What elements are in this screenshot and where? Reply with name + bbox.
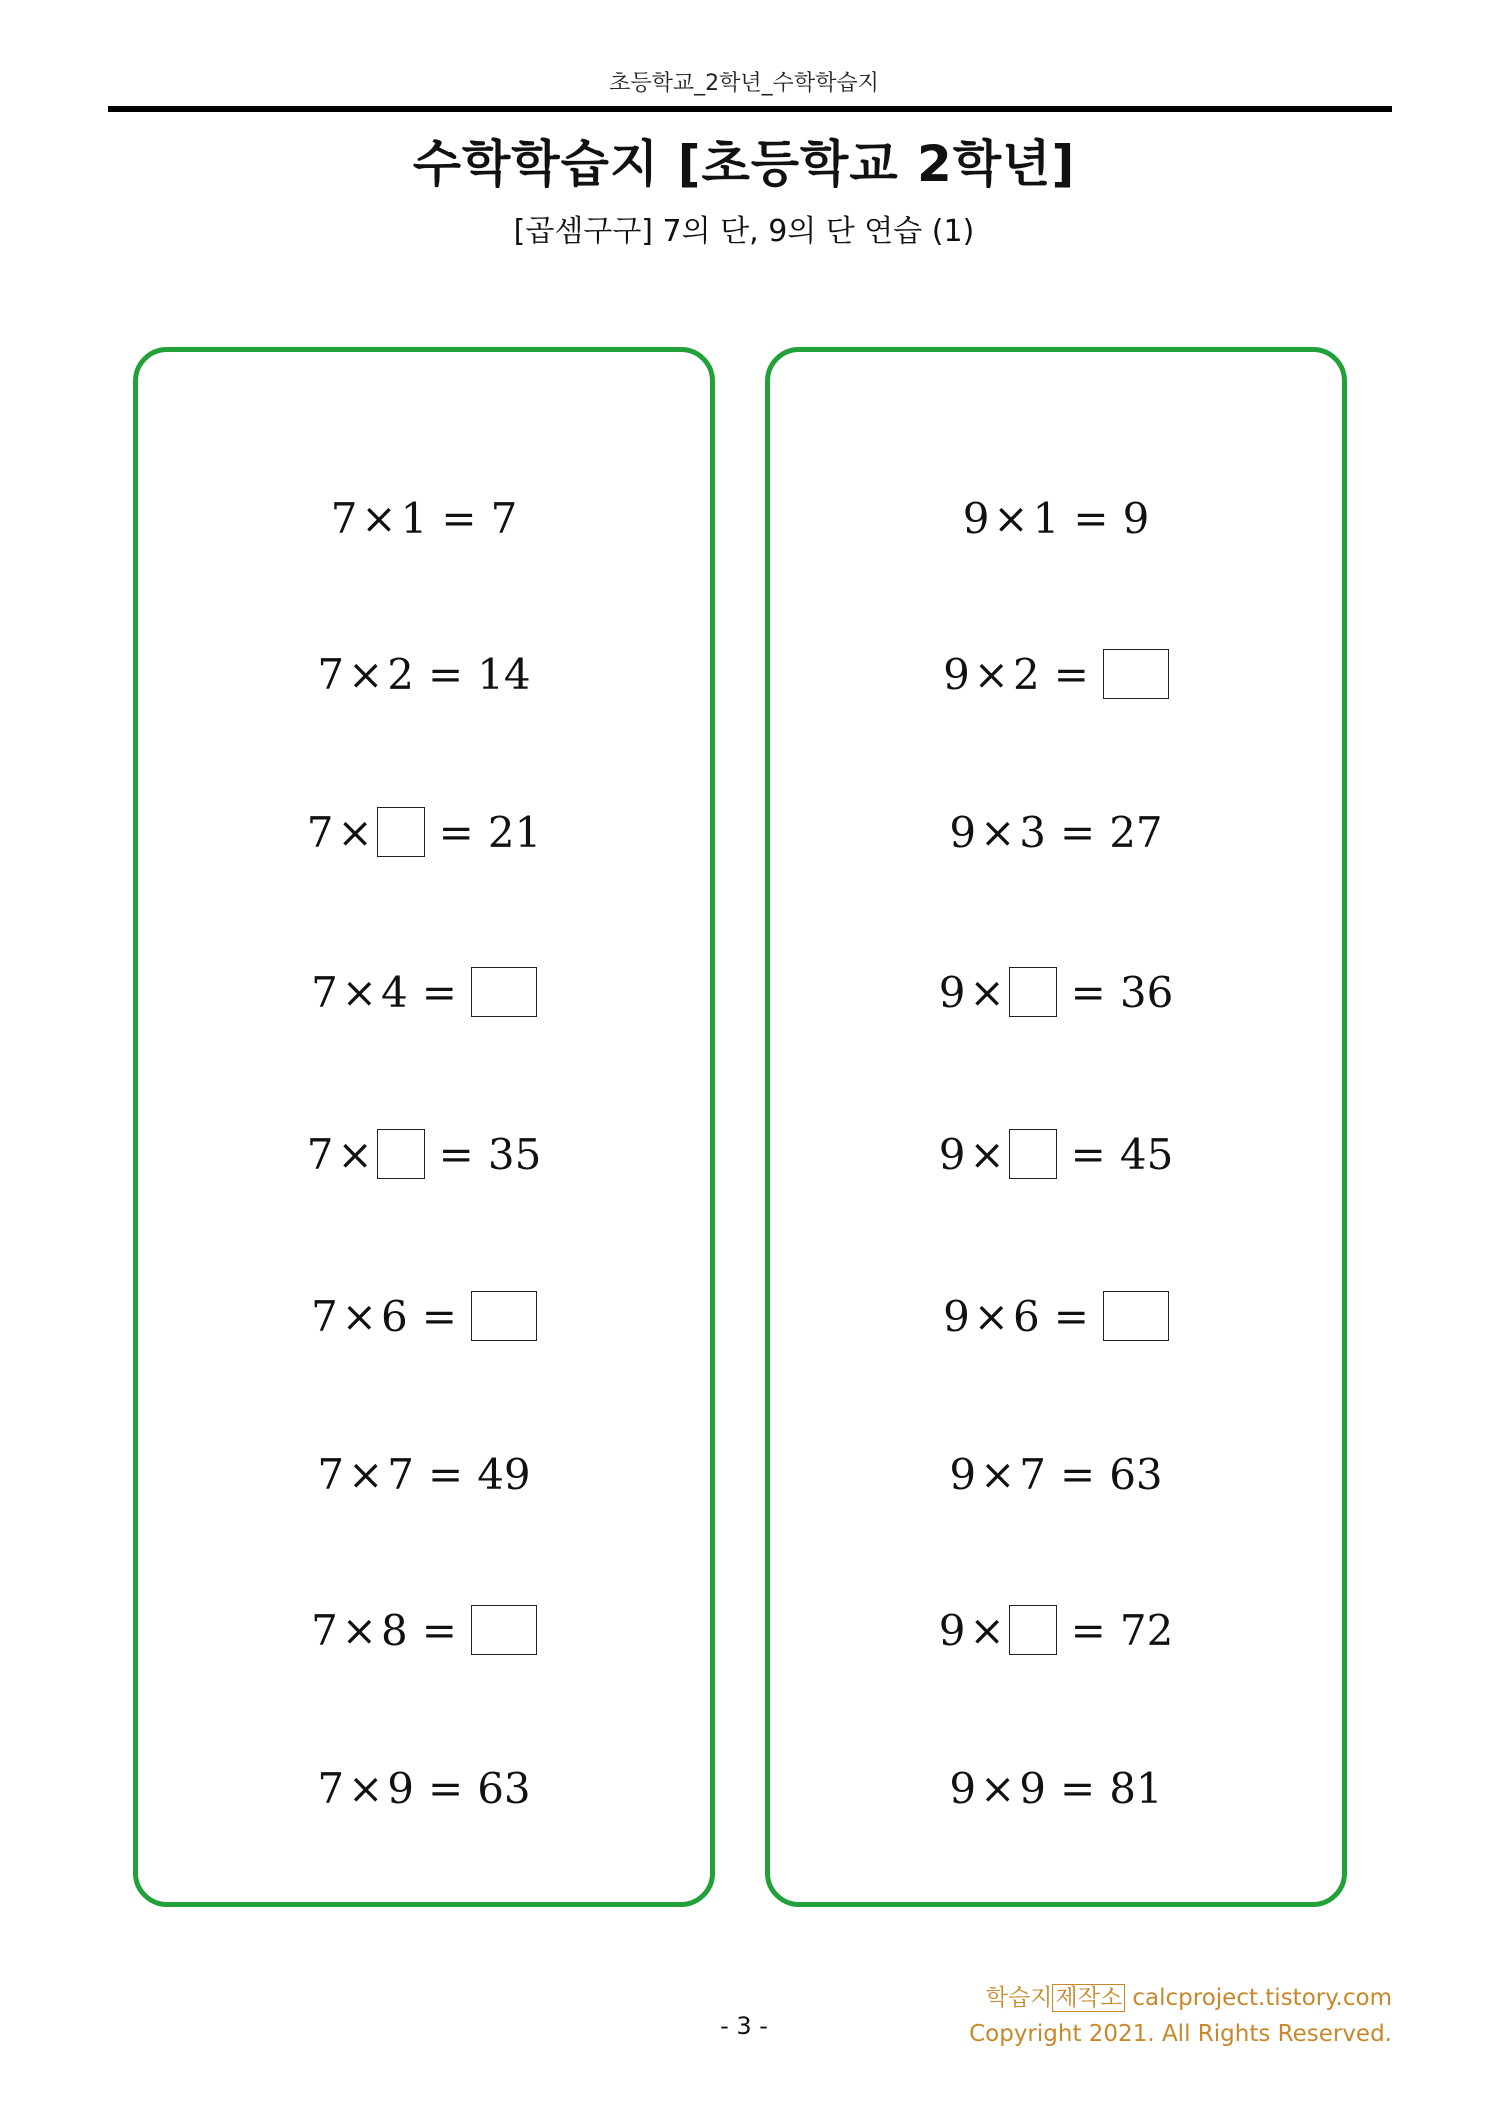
equals-symbol: = — [1060, 807, 1096, 857]
answer-box[interactable] — [471, 1605, 537, 1655]
multiplicand: 9 — [938, 1129, 966, 1179]
equation-row — [138, 802, 710, 862]
product: 9 — [1122, 493, 1150, 543]
multiplicand: 9 — [949, 1449, 977, 1499]
footer-brand-line — [969, 1980, 1392, 2016]
page-number: - 3 - — [720, 2012, 768, 2040]
times-symbol: × — [969, 967, 1005, 1017]
equals-symbol: = — [1070, 967, 1106, 1017]
answer-box[interactable] — [377, 807, 425, 857]
equals-symbol: = — [428, 1763, 464, 1813]
product: 63 — [1109, 1449, 1163, 1499]
equals-symbol: = — [1053, 649, 1089, 699]
multiplicand: 9 — [938, 967, 966, 1017]
times-symbol: × — [348, 649, 384, 699]
page-subtitle: [곱셈구구] 7의 단, 9의 단 연습 (1) — [513, 214, 975, 249]
equals-symbol: = — [1060, 1449, 1096, 1499]
times-symbol: × — [993, 493, 1029, 543]
multiplier: 7 — [1019, 1449, 1046, 1499]
product: 63 — [477, 1763, 531, 1813]
equation-row — [138, 1286, 710, 1346]
equals-symbol: = — [1070, 1129, 1106, 1179]
multiplier: 9 — [387, 1763, 414, 1813]
times-symbol: × — [348, 1449, 384, 1499]
product: 72 — [1119, 1605, 1174, 1655]
equation-row — [770, 1758, 1342, 1818]
times-symbol: × — [348, 1763, 384, 1813]
product: 21 — [487, 807, 542, 857]
times-symbol: × — [969, 1129, 1005, 1179]
product: 49 — [477, 1449, 531, 1499]
multiplicand: 9 — [949, 807, 977, 857]
answer-box[interactable] — [1103, 1291, 1169, 1341]
multiplicand: 7 — [311, 967, 338, 1017]
multiplier: 3 — [1019, 807, 1046, 857]
multiplier: 1 — [1032, 493, 1060, 543]
equation-row — [138, 488, 710, 548]
answer-box[interactable] — [471, 967, 537, 1017]
multiplicand: 9 — [962, 493, 990, 543]
product: 35 — [487, 1129, 542, 1179]
times-symbol: × — [973, 1291, 1009, 1341]
product: 81 — [1109, 1763, 1163, 1813]
equals-symbol: = — [421, 967, 457, 1017]
equals-symbol: = — [438, 1129, 474, 1179]
multiplier: 9 — [1019, 1763, 1046, 1813]
multiplicand: 9 — [943, 649, 970, 699]
multiplier: 2 — [1013, 649, 1040, 699]
equals-symbol: = — [421, 1605, 457, 1655]
multiplicand: 9 — [938, 1605, 966, 1655]
times-symbol: × — [341, 1291, 377, 1341]
equation-row — [770, 1600, 1342, 1660]
answer-box[interactable] — [1009, 967, 1057, 1017]
times-symbol: × — [969, 1605, 1005, 1655]
multiplicand: 7 — [306, 807, 334, 857]
multiplier: 1 — [400, 493, 428, 543]
answer-box[interactable] — [377, 1129, 425, 1179]
equals-symbol: = — [428, 1449, 464, 1499]
multiplicand: 7 — [317, 1763, 345, 1813]
multiplicand: 7 — [330, 493, 358, 543]
times-symbol: × — [973, 649, 1009, 699]
equals-symbol: = — [441, 493, 477, 543]
times-symbol: × — [980, 1763, 1016, 1813]
times-symbol: × — [361, 493, 397, 543]
multiplicand: 7 — [306, 1129, 334, 1179]
times-symbol: × — [980, 1449, 1016, 1499]
equation-row — [138, 644, 710, 704]
multiplier: 6 — [381, 1291, 408, 1341]
equation-row — [770, 1444, 1342, 1504]
equals-symbol: = — [1053, 1291, 1089, 1341]
header-rule — [108, 106, 1392, 112]
times-symbol: × — [341, 1605, 377, 1655]
multiplier: 4 — [381, 967, 408, 1017]
equation-row — [770, 644, 1342, 704]
equals-symbol: = — [421, 1291, 457, 1341]
equation-row — [770, 1286, 1342, 1346]
equation-row — [770, 962, 1342, 1022]
equation-row — [138, 962, 710, 1022]
multiplicand: 9 — [943, 1291, 970, 1341]
equals-symbol: = — [438, 807, 474, 857]
seven-times-table-panel — [133, 347, 715, 1907]
equation-row — [770, 802, 1342, 862]
times-symbol: × — [337, 1129, 373, 1179]
times-symbol: × — [341, 967, 377, 1017]
multiplier: 2 — [387, 649, 414, 699]
equation-row — [770, 1124, 1342, 1184]
footer-brand-boxed: 제작소 — [1052, 1984, 1125, 2012]
equals-symbol: = — [1070, 1605, 1106, 1655]
product: 7 — [490, 493, 518, 543]
multiplicand: 7 — [311, 1605, 338, 1655]
page-title: 수학학습지 [초등학교 2학년] — [412, 135, 1076, 193]
equation-row — [138, 1600, 710, 1660]
multiplicand: 7 — [317, 649, 345, 699]
footer-copyright: Copyright 2021. All Rights Reserved. — [969, 2021, 1392, 2047]
times-symbol: × — [980, 807, 1016, 857]
product: 45 — [1119, 1129, 1174, 1179]
answer-box[interactable] — [1009, 1605, 1057, 1655]
product: 36 — [1119, 967, 1174, 1017]
nine-times-table-panel — [765, 347, 1347, 1907]
footer-brand-prefix: 학습지 — [985, 1985, 1053, 2011]
equation-row — [138, 1444, 710, 1504]
equation-row — [770, 488, 1342, 548]
multiplicand: 7 — [317, 1449, 345, 1499]
equation-row — [138, 1758, 710, 1818]
equals-symbol: = — [1060, 1763, 1096, 1813]
footer-site-link[interactable]: calcproject.tistory.com — [1132, 1985, 1392, 2011]
times-symbol: × — [337, 807, 373, 857]
multiplicand: 7 — [311, 1291, 338, 1341]
answer-box[interactable] — [471, 1291, 537, 1341]
running-header: 초등학교_2학년_수학학습지 — [609, 71, 879, 96]
multiplicand: 9 — [949, 1763, 977, 1813]
equals-symbol: = — [428, 649, 464, 699]
multiplier: 8 — [381, 1605, 408, 1655]
product: 14 — [477, 649, 531, 699]
answer-box[interactable] — [1103, 649, 1169, 699]
answer-box[interactable] — [1009, 1129, 1057, 1179]
multiplier: 7 — [387, 1449, 414, 1499]
product: 27 — [1109, 807, 1163, 857]
equation-row — [138, 1124, 710, 1184]
multiplier: 6 — [1013, 1291, 1040, 1341]
footer — [969, 1980, 1392, 2052]
equals-symbol: = — [1073, 493, 1109, 543]
